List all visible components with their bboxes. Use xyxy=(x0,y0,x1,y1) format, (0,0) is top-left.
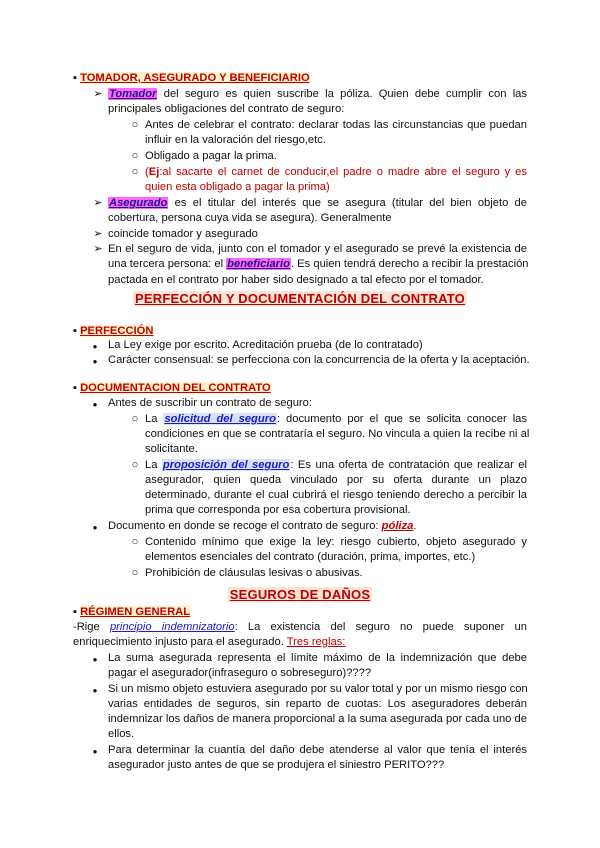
text: : La existencia del seguro no puede suponer un xyxy=(234,621,528,633)
arrow-bullet-icon: ➢ xyxy=(93,228,103,240)
asegurado-line2: cobertura, persona cuya vida se asegura). Generalmente xyxy=(108,212,392,224)
section-heading-regimen xyxy=(73,605,190,621)
section-heading-documentacion xyxy=(73,381,271,397)
regla3-line2: asegurador justo antes de que se produjera el siniestro PERITO??? xyxy=(108,759,445,771)
disc-bullet-icon: ● xyxy=(92,400,98,409)
perfeccion-item1: La Ley exige por escrito. Acreditación prueba (de lo contratado) xyxy=(108,339,423,351)
text: : documento por el que se solicita conocer las xyxy=(276,413,527,425)
text: -Rige xyxy=(73,621,110,633)
circle-bullet-icon: ○ xyxy=(131,119,139,131)
circle-bullet-icon: ○ xyxy=(131,536,139,548)
contenido-line1: Contenido mínimo que exige la ley: riesgo cubierto, objeto asegurado y xyxy=(145,536,527,548)
circle-bullet-icon: ○ xyxy=(131,166,139,178)
circle-bullet-icon: ○ xyxy=(131,413,139,425)
square-bullet-icon: ▪ xyxy=(73,72,77,84)
text: Documento en donde se recoge el contrato de seguro: xyxy=(108,520,382,532)
arrow-bullet-icon: ➢ xyxy=(93,243,103,255)
proposicion-line2: asegurador, quien queda vinculado por su oferta durante un plazo xyxy=(145,474,527,486)
vida-line2 xyxy=(108,257,527,273)
contenido-line2: elementos esenciales del contrato (duración, prima, importes, etc.) xyxy=(145,551,476,563)
disc-bullet-icon: ● xyxy=(92,686,98,695)
perfeccion-item2: Carácter consensual: se perfecciona con la concurrencia de la oferta y la aceptación. xyxy=(108,354,530,366)
section-heading-tomador xyxy=(73,71,310,87)
arrow-bullet-icon: ➢ xyxy=(93,197,103,209)
regla2-line2: varias entidades de seguros, sin reparto de cuotas: Los aseguradores deberán xyxy=(108,698,527,710)
tomador-line2: principales obligaciones del contrato de seguro: xyxy=(108,103,345,115)
tomador-line1 xyxy=(108,87,527,103)
heading-text: TOMADOR, ASEGURADO Y BENEFICIARIO xyxy=(80,72,310,84)
title-perfeccion xyxy=(0,291,600,309)
documentacion-intro: Antes de suscribir un contrato de seguro: xyxy=(108,397,312,409)
prohibicion-line: Prohibición de cláusulas lesivas o abusivas. xyxy=(145,567,363,579)
proposicion-line3: determinado, durante el cual cubrirá el riesgo teniendo derecho a percibir la xyxy=(145,489,527,501)
proposicion-line4: prima que corresponda por esa cobertura provisional. xyxy=(145,504,411,516)
text: es el titular del interés que se asegura (titular del bien objeto de xyxy=(168,197,527,209)
square-bullet-icon: ▪ xyxy=(73,382,77,394)
circle-bullet-icon: ○ xyxy=(131,567,139,579)
title-text: PERFECCIÓN Y DOCUMENTACIÓN DEL CONTRATO xyxy=(135,291,465,306)
text: : Es una oferta de contratación que realizar el xyxy=(290,459,527,471)
text: :al sacarte el carnet de conducir,el padre o madre abre el seguro y es xyxy=(159,166,527,178)
term-solicitud: solicitud del seguro xyxy=(164,413,276,425)
text: ( xyxy=(145,166,149,178)
disc-bullet-icon: ● xyxy=(92,523,98,532)
rige-line2 xyxy=(73,635,345,651)
proposicion-line1 xyxy=(145,458,527,474)
vida-line1: En el seguro de vida, junto con el tomador y el asegurado se prevé la existencia de xyxy=(108,243,527,255)
text: enriquecimiento injusto para el asegurado. xyxy=(73,636,287,648)
term-principio: principio indemnizatorio xyxy=(109,621,235,633)
sub2: Obligado a pagar la prima. xyxy=(145,150,277,162)
rige-line1 xyxy=(73,620,527,636)
text: La xyxy=(145,459,162,471)
term-asegurado: Asegurado xyxy=(109,197,168,209)
disc-bullet-icon: ● xyxy=(92,747,98,756)
title-seguros-danos xyxy=(0,587,600,605)
term-tomador: Tomador xyxy=(109,88,157,100)
disc-bullet-icon: ● xyxy=(92,357,98,366)
solicitud-line1 xyxy=(145,412,527,428)
tres-reglas-label: Tres reglas: xyxy=(286,636,346,648)
sub3-line1 xyxy=(145,165,527,181)
arrow-bullet-icon: ➢ xyxy=(93,88,103,100)
text: . Es quien tendrá derecho a recibir la prestación xyxy=(290,258,529,270)
heading-text: RÉGIMEN GENERAL xyxy=(80,606,191,618)
sub3-line2: quien esta obligado a pagar la prima) xyxy=(145,181,330,193)
term-poliza: póliza xyxy=(381,520,414,532)
regla1-line1: La suma asegurada representa el límite máximo de la indemnización que debe xyxy=(108,652,527,664)
text: La xyxy=(145,413,164,425)
asegurado-line1 xyxy=(108,196,527,212)
solicitud-line2: condiciones en que se contrataría el seguro. No vincula a quien la recibe ni al xyxy=(145,428,530,440)
circle-bullet-icon: ○ xyxy=(131,459,139,471)
heading-text: DOCUMENTACION DEL CONTRATO xyxy=(80,382,271,394)
solicitud-line3: solicitante. xyxy=(145,443,198,455)
vida-line3: pactada en el contrato por haber sido designado a tal efecto por el tomador. xyxy=(108,274,484,286)
heading-text: PERFECCIÓN xyxy=(80,325,154,337)
term-proposicion: proposición del seguro xyxy=(162,459,290,471)
text: una tercera persona: el xyxy=(108,258,227,270)
title-text: SEGUROS DE DAÑOS xyxy=(229,587,371,602)
coincide-line: coincide tomador y asegurado xyxy=(108,228,258,240)
disc-bullet-icon: ● xyxy=(92,342,98,351)
regla2-line1: Si un mismo objeto estuviera asegurado por su valor total y por un mismo riesgo con xyxy=(108,683,528,695)
regla1-line2: pagar el asegurador(infraseguro o sobreseguro)???? xyxy=(108,667,372,679)
regla2-line4: ellos. xyxy=(108,728,135,740)
regla2-line3: indemnizar los daños de manera proporcional a la suma asegurada por cada uno de xyxy=(108,713,527,725)
term-beneficiario: beneficiario xyxy=(227,258,290,270)
sub1-line2: influir en la valoración del riesgo,etc. xyxy=(145,134,326,146)
ej-label: Ej xyxy=(148,166,160,178)
square-bullet-icon: ▪ xyxy=(73,606,77,618)
circle-bullet-icon: ○ xyxy=(131,150,139,162)
sub1-line1: Antes de celebrar el contrato: declarar todas las circunstancias que puedan xyxy=(145,119,527,131)
regla3-line1: Para determinar la cuantía del daño debe atenderse al valor que tenía el interés xyxy=(108,744,527,756)
text: . xyxy=(413,520,417,532)
square-bullet-icon: ▪ xyxy=(73,325,77,337)
text: del seguro es quien suscribe la póliza. Quien debe cumplir con las xyxy=(157,88,527,100)
disc-bullet-icon: ● xyxy=(92,655,98,664)
documento-line xyxy=(108,519,416,535)
